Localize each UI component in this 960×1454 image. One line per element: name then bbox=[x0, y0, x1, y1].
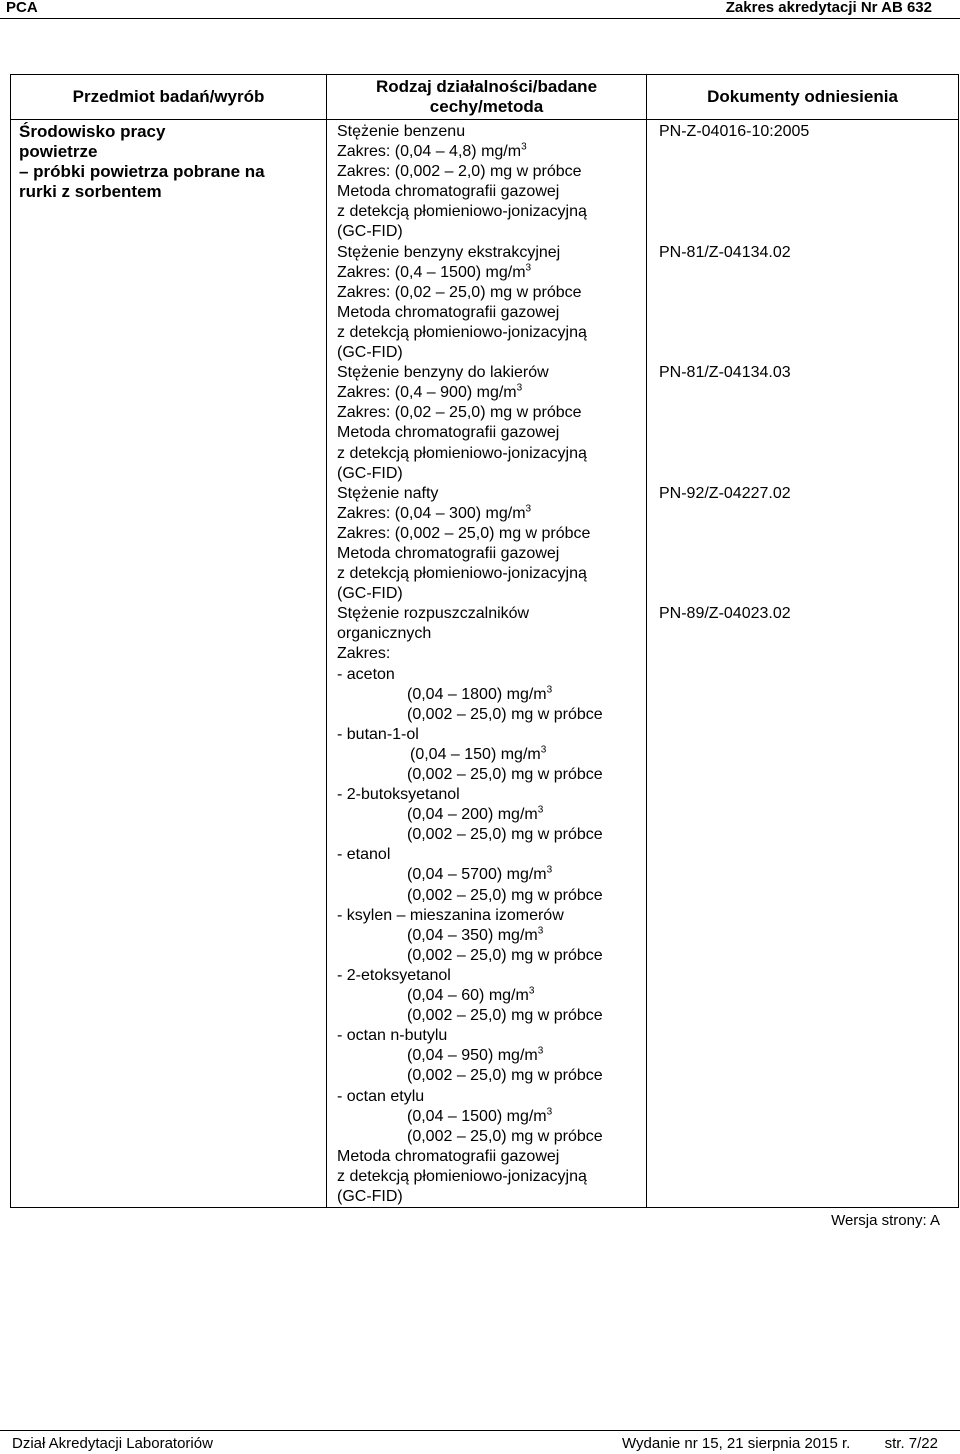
spacer bbox=[659, 423, 958, 443]
method-line bbox=[337, 624, 646, 644]
solvent-name bbox=[337, 966, 646, 986]
method-line-text: Zakres: bbox=[337, 645, 391, 663]
header-method-line: cechy/metoda bbox=[429, 97, 544, 116]
footer-left: Dział Akredytacji Laboratoriów bbox=[12, 1435, 213, 1452]
solvent-range-sample bbox=[337, 765, 646, 785]
subject-line: powietrze bbox=[19, 142, 98, 161]
solvent-range-m3 bbox=[337, 926, 646, 946]
header-right: Zakres akredytacji Nr AB 632 bbox=[725, 0, 932, 16]
method-line-text: (GC-FID) bbox=[337, 464, 403, 482]
method-line bbox=[337, 202, 646, 222]
subject-line: – próbki powietrza pobrane na bbox=[19, 162, 265, 181]
document-reference-text: PN-81/Z-04134.02 bbox=[659, 243, 791, 261]
solvent-name bbox=[337, 845, 646, 865]
method-line-text: Zakres: (0,002 – 25,0) mg w próbce bbox=[337, 524, 591, 542]
spacer bbox=[659, 524, 958, 544]
method-line bbox=[337, 524, 646, 544]
method-line bbox=[337, 283, 646, 303]
method-line bbox=[337, 423, 646, 443]
method-line bbox=[337, 604, 646, 624]
method-line-text: (GC-FID) bbox=[337, 344, 403, 362]
method-line bbox=[337, 263, 646, 283]
solvent-name bbox=[337, 725, 646, 745]
method-line bbox=[337, 484, 646, 504]
solvent-range-sample bbox=[337, 705, 646, 725]
solvent-range-m3-text: (0,04 – 200) mg/m bbox=[407, 806, 538, 824]
subject-line: Środowisko pracy bbox=[19, 122, 166, 141]
method-line-text: (GC-FID) bbox=[337, 585, 403, 603]
document-reference-text: PN-81/Z-04134.03 bbox=[659, 364, 791, 382]
solvent-name bbox=[337, 785, 646, 805]
method-line bbox=[337, 363, 646, 383]
solvent-range-m3-text: (0,04 – 5700) mg/m bbox=[407, 866, 547, 884]
solvent-name bbox=[337, 1087, 646, 1107]
spacer bbox=[659, 343, 958, 363]
method-line-text: Metoda chromatografii gazowej bbox=[337, 303, 560, 321]
solvent-range-sample-text: (0,002 – 25,0) mg w próbce bbox=[407, 705, 603, 723]
solvent-range-sample bbox=[337, 1006, 646, 1026]
solvent-range-m3 bbox=[337, 1107, 646, 1127]
method-cell bbox=[327, 120, 647, 1208]
method-line-text: (GC-FID) bbox=[337, 223, 403, 241]
method-line bbox=[337, 142, 646, 162]
unit-superscript: 3 bbox=[537, 804, 544, 816]
document-reference bbox=[659, 122, 958, 142]
method-line-text: Metoda chromatografii gazowej bbox=[337, 183, 560, 201]
solvent-range-sample bbox=[337, 825, 646, 845]
spacer bbox=[659, 383, 958, 403]
spacer bbox=[659, 464, 958, 484]
solvent-range-m3 bbox=[337, 805, 646, 825]
method-line-text: Stężenie rozpuszczalników bbox=[337, 605, 530, 623]
unit-superscript: 3 bbox=[521, 141, 527, 153]
solvent-name bbox=[337, 1026, 646, 1046]
unit-superscript: 3 bbox=[546, 684, 553, 696]
header-documents: Dokumenty odniesienia bbox=[647, 75, 959, 120]
method-line-text: Stężenie benzyny do lakierów bbox=[337, 364, 549, 382]
document-reference-text: PN-Z-04016-10:2005 bbox=[659, 123, 810, 140]
table-row bbox=[11, 120, 959, 1208]
accreditation-table bbox=[10, 74, 959, 1208]
method-line bbox=[337, 544, 646, 564]
method-line bbox=[337, 182, 646, 202]
unit-superscript: 3 bbox=[537, 925, 544, 937]
document-reference bbox=[659, 484, 958, 504]
method-line bbox=[337, 1167, 646, 1187]
solvent-range-sample-text: (0,002 – 25,0) mg w próbce bbox=[407, 1127, 603, 1145]
unit-superscript: 3 bbox=[537, 1045, 544, 1057]
header-method bbox=[327, 75, 647, 120]
method-line-text: Zakres: (0,04 – 300) mg/m bbox=[337, 504, 526, 522]
method-line bbox=[337, 403, 646, 423]
solvent-name-text: - 2-butoksyetanol bbox=[337, 786, 460, 804]
solvent-range-m3-text: (0,04 – 350) mg/m bbox=[407, 926, 538, 944]
spacer bbox=[659, 303, 958, 323]
method-line-text: Stężenie nafty bbox=[337, 484, 439, 502]
solvent-range-m3 bbox=[337, 685, 646, 705]
method-line-text: Zakres: (0,02 – 25,0) mg w próbce bbox=[337, 283, 582, 301]
method-line-text: Stężenie benzenu bbox=[337, 123, 466, 140]
subject-line: rurki z sorbentem bbox=[19, 182, 162, 201]
document-reference bbox=[659, 363, 958, 383]
method-line-text: (GC-FID) bbox=[337, 1187, 403, 1205]
solvent-range-sample-text: (0,002 – 25,0) mg w próbce bbox=[407, 886, 603, 904]
method-line bbox=[337, 584, 646, 604]
spacer bbox=[659, 323, 958, 343]
solvent-range-m3-text: (0,04 – 150) mg/m bbox=[410, 745, 541, 763]
spacer bbox=[659, 263, 958, 283]
method-line-text: z detekcją płomieniowo-jonizacyjną bbox=[337, 1167, 587, 1185]
solvent-name-text: - butan-1-ol bbox=[337, 725, 419, 743]
method-line bbox=[337, 303, 646, 323]
page-footer bbox=[0, 1430, 960, 1454]
unit-superscript: 3 bbox=[528, 985, 535, 997]
spacer bbox=[659, 162, 958, 182]
method-line-text: Zakres: (0,04 – 4,8) mg/m bbox=[337, 143, 522, 161]
method-line-text: Zakres: (0,4 – 1500) mg/m bbox=[337, 263, 526, 281]
solvent-range-m3 bbox=[337, 745, 646, 765]
method-line-text: organicznych bbox=[337, 625, 432, 643]
method-line bbox=[337, 644, 646, 664]
solvent-range-sample-text: (0,002 – 25,0) mg w próbce bbox=[407, 1007, 603, 1025]
method-line bbox=[337, 1187, 646, 1207]
solvent-range-m3-text: (0,04 – 1800) mg/m bbox=[407, 685, 547, 703]
solvent-name-text: - aceton bbox=[337, 665, 395, 683]
solvent-name bbox=[337, 906, 646, 926]
unit-superscript: 3 bbox=[546, 865, 553, 877]
document-reference bbox=[659, 604, 958, 624]
method-line bbox=[337, 504, 646, 524]
document-reference-text: PN-89/Z-04023.02 bbox=[659, 605, 791, 623]
spacer bbox=[659, 564, 958, 584]
spacer bbox=[659, 444, 958, 464]
solvent-name-text: - 2-etoksyetanol bbox=[337, 966, 451, 984]
solvent-range-sample bbox=[337, 946, 646, 966]
solvent-name-text: - ksylen – mieszanina izomerów bbox=[337, 906, 564, 924]
unit-superscript: 3 bbox=[525, 503, 532, 515]
method-line bbox=[337, 162, 646, 182]
spacer bbox=[659, 142, 958, 162]
method-line-text: Metoda chromatografii gazowej bbox=[337, 544, 560, 562]
page-version: Wersja strony: A bbox=[831, 1212, 940, 1229]
document-reference-text: PN-92/Z-04227.02 bbox=[659, 484, 791, 502]
method-line-text: Zakres: (0,4 – 900) mg/m bbox=[337, 384, 517, 402]
method-line-text: z detekcją płomieniowo-jonizacyjną bbox=[337, 323, 587, 341]
method-line-text: z detekcją płomieniowo-jonizacyjną bbox=[337, 444, 587, 462]
method-line-text: Metoda chromatografii gazowej bbox=[337, 1147, 560, 1165]
solvent-name-text: - octan etylu bbox=[337, 1087, 425, 1105]
header-subject: Przedmiot badań/wyrób bbox=[11, 75, 327, 120]
solvent-range-sample bbox=[337, 1066, 646, 1086]
solvent-range-m3 bbox=[337, 986, 646, 1006]
documents-cell bbox=[647, 120, 959, 1208]
solvent-range-sample bbox=[337, 886, 646, 906]
solvent-name-text: - octan n-butylu bbox=[337, 1027, 448, 1045]
method-line bbox=[337, 383, 646, 403]
method-line bbox=[337, 243, 646, 263]
subject-cell bbox=[11, 120, 327, 1208]
method-line bbox=[337, 1147, 646, 1167]
page-header bbox=[0, 0, 960, 19]
method-line-text: Zakres: (0,02 – 25,0) mg w próbce bbox=[337, 404, 582, 422]
unit-superscript: 3 bbox=[525, 262, 532, 274]
table-header-row bbox=[11, 75, 959, 120]
solvent-name-text: - etanol bbox=[337, 846, 391, 864]
footer-page-number: str. 7/22 bbox=[884, 1435, 938, 1452]
solvent-range-m3 bbox=[337, 1046, 646, 1066]
footer-edition: Wydanie nr 15, 21 sierpnia 2015 r. bbox=[622, 1435, 851, 1452]
spacer bbox=[659, 202, 958, 222]
spacer bbox=[659, 182, 958, 202]
method-line bbox=[337, 464, 646, 484]
method-line-text: Zakres: (0,002 – 2,0) mg w próbce bbox=[337, 163, 582, 181]
method-line-text: z detekcją płomieniowo-jonizacyjną bbox=[337, 203, 587, 221]
method-line bbox=[337, 122, 646, 142]
method-line bbox=[337, 564, 646, 584]
spacer bbox=[659, 584, 958, 604]
solvent-range-sample-text: (0,002 – 25,0) mg w próbce bbox=[407, 766, 603, 783]
header-left: PCA bbox=[6, 0, 38, 16]
unit-superscript: 3 bbox=[516, 382, 523, 394]
solvent-range-sample-text: (0,002 – 25,0) mg w próbce bbox=[407, 946, 603, 964]
method-line-text: Stężenie benzyny ekstrakcyjnej bbox=[337, 243, 561, 261]
solvent-range-sample-text: (0,002 – 25,0) mg w próbce bbox=[407, 1067, 603, 1085]
solvent-name bbox=[337, 665, 646, 685]
spacer bbox=[659, 504, 958, 524]
spacer bbox=[659, 283, 958, 303]
method-line-text: z detekcją płomieniowo-jonizacyjną bbox=[337, 565, 587, 583]
unit-superscript: 3 bbox=[546, 1106, 553, 1118]
method-line bbox=[337, 444, 646, 464]
solvent-range-sample bbox=[337, 1127, 646, 1147]
spacer bbox=[659, 544, 958, 564]
spacer bbox=[659, 222, 958, 242]
spacer bbox=[659, 403, 958, 423]
method-line-text: Metoda chromatografii gazowej bbox=[337, 424, 560, 442]
header-method-line: Rodzaj działalności/badane bbox=[375, 77, 598, 96]
method-line bbox=[337, 343, 646, 363]
method-line bbox=[337, 323, 646, 343]
method-line bbox=[337, 222, 646, 242]
unit-superscript: 3 bbox=[540, 744, 547, 756]
solvent-range-m3 bbox=[337, 865, 646, 885]
document-reference bbox=[659, 243, 958, 263]
solvent-range-m3-text: (0,04 – 950) mg/m bbox=[407, 1047, 538, 1065]
solvent-range-m3-text: (0,04 – 1500) mg/m bbox=[407, 1107, 547, 1125]
solvent-range-sample-text: (0,002 – 25,0) mg w próbce bbox=[407, 826, 603, 844]
solvent-range-m3-text: (0,04 – 60) mg/m bbox=[407, 987, 529, 1005]
